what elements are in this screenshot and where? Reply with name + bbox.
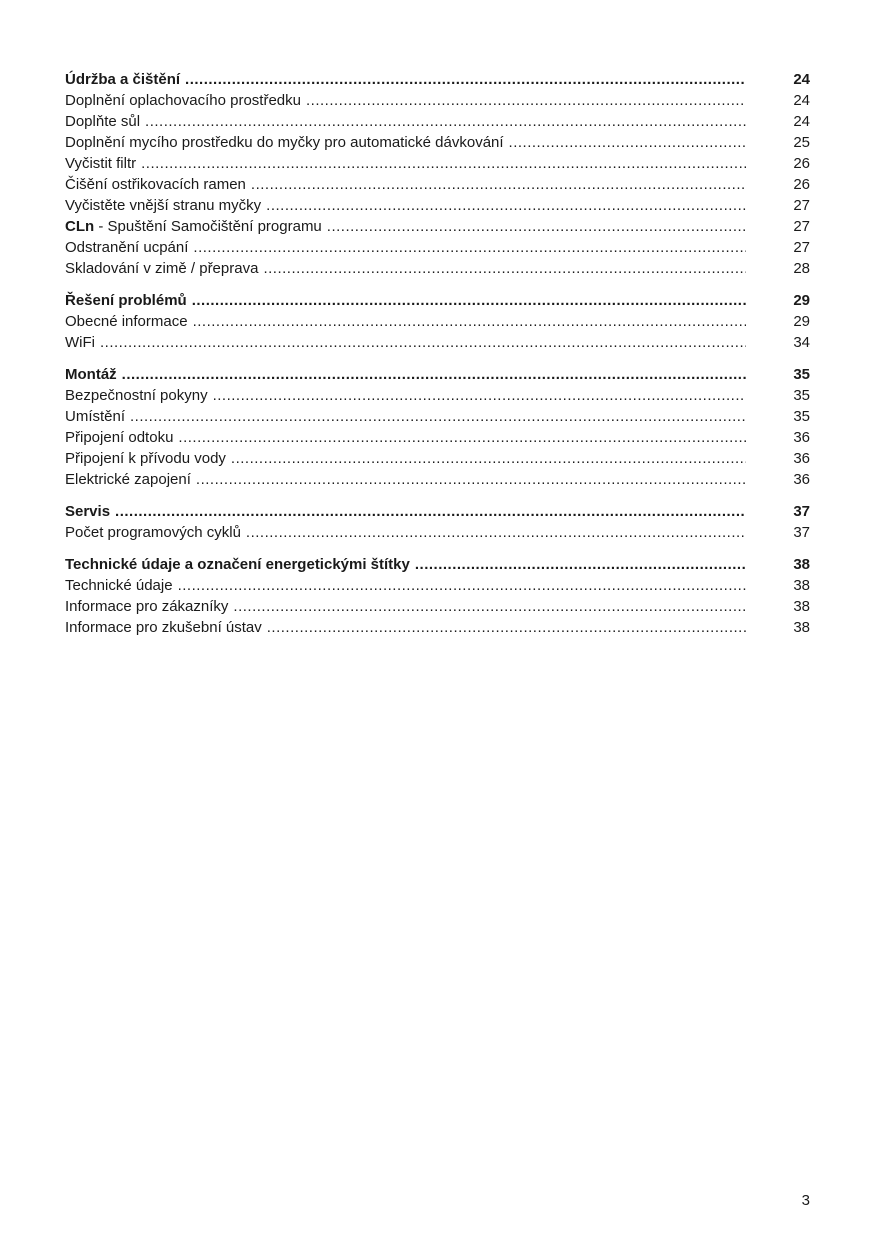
toc-entry[interactable] bbox=[65, 90, 810, 111]
dot-leader bbox=[266, 195, 746, 216]
toc-entry-label: Připojení k přívodu vody bbox=[65, 450, 226, 467]
toc-entry[interactable] bbox=[65, 311, 810, 332]
table-of-contents bbox=[65, 69, 810, 649]
toc-page-number: 29 bbox=[793, 313, 810, 330]
toc-entry[interactable] bbox=[65, 174, 810, 195]
toc-page-number: 37 bbox=[793, 503, 810, 520]
toc-section-heading[interactable] bbox=[65, 290, 810, 311]
toc-page-number: 35 bbox=[793, 366, 810, 383]
toc-entry-label: Doplňte sůl bbox=[65, 113, 141, 130]
toc-section bbox=[65, 290, 810, 353]
dot-leader bbox=[327, 216, 746, 237]
toc-entry-label: Čišění ostřikovacích ramen bbox=[65, 176, 246, 193]
toc-entry-label: Umístění bbox=[65, 408, 126, 425]
dot-leader bbox=[246, 522, 746, 543]
toc-entry[interactable] bbox=[65, 522, 810, 543]
toc-page-number: 29 bbox=[793, 292, 810, 309]
toc-page-number: 27 bbox=[793, 218, 810, 235]
toc-page-number: 26 bbox=[793, 155, 810, 172]
toc-heading-label: Montáž bbox=[65, 366, 117, 383]
toc-entry[interactable] bbox=[65, 153, 810, 174]
toc-entry[interactable] bbox=[65, 237, 810, 258]
toc-page-number: 24 bbox=[793, 71, 810, 88]
toc-entry[interactable] bbox=[65, 195, 810, 216]
toc-entry-label bbox=[65, 216, 322, 237]
toc-section bbox=[65, 501, 810, 543]
toc-page-number: 25 bbox=[793, 134, 810, 151]
dot-leader bbox=[233, 596, 746, 617]
toc-entry[interactable] bbox=[65, 111, 810, 132]
toc-section bbox=[65, 364, 810, 490]
toc-page-number: 36 bbox=[793, 429, 810, 446]
toc-entry-label: Technické údaje bbox=[65, 577, 173, 594]
dot-leader bbox=[193, 311, 746, 332]
toc-section-heading[interactable] bbox=[65, 501, 810, 522]
toc-entry-prefix: CLn bbox=[65, 218, 95, 235]
toc-entry[interactable] bbox=[65, 406, 810, 427]
toc-page-number: 24 bbox=[793, 92, 810, 109]
toc-entry-label: Připojení odtoku bbox=[65, 429, 174, 446]
toc-page-number: 35 bbox=[793, 387, 810, 404]
toc-entry-label: Informace pro zákazníky bbox=[65, 598, 229, 615]
dot-leader bbox=[306, 90, 746, 111]
toc-page-number: 36 bbox=[793, 471, 810, 488]
dot-leader bbox=[213, 385, 746, 406]
toc-page-number: 36 bbox=[793, 450, 810, 467]
toc-heading-label: Technické údaje a označení energetickými štítky bbox=[65, 556, 410, 573]
dot-leader bbox=[509, 132, 746, 153]
toc-entry-label: Skladování v zimě / přeprava bbox=[65, 260, 259, 277]
toc-entry[interactable] bbox=[65, 617, 810, 638]
toc-entry[interactable] bbox=[65, 575, 810, 596]
toc-page-number: 38 bbox=[793, 556, 810, 573]
toc-entry[interactable] bbox=[65, 132, 810, 153]
toc-entry[interactable] bbox=[65, 385, 810, 406]
toc-section-heading[interactable] bbox=[65, 554, 810, 575]
dot-leader bbox=[122, 364, 746, 385]
dot-leader bbox=[196, 469, 746, 490]
dot-leader bbox=[100, 332, 746, 353]
toc-heading-label: Údržba a čištění bbox=[65, 71, 181, 88]
toc-entry-label: Doplnění oplachovacího prostředku bbox=[65, 92, 301, 109]
dot-leader bbox=[192, 290, 746, 311]
dot-leader bbox=[251, 174, 746, 195]
toc-section bbox=[65, 69, 810, 279]
toc-page-number: 24 bbox=[793, 113, 810, 130]
toc-entry-label: Vyčistit filtr bbox=[65, 155, 137, 172]
toc-entry[interactable] bbox=[65, 332, 810, 353]
toc-entry-label: Vyčistěte vnější stranu myčky bbox=[65, 197, 262, 214]
toc-page-number: 26 bbox=[793, 176, 810, 193]
toc-page-number: 38 bbox=[793, 598, 810, 615]
toc-heading-label: Servis bbox=[65, 503, 111, 520]
toc-entry-label: Informace pro zkušební ústav bbox=[65, 619, 262, 636]
toc-entry[interactable] bbox=[65, 448, 810, 469]
toc-entry-label: Doplnění mycího prostředku do myčky pro automatické dávkování bbox=[65, 134, 504, 151]
toc-page-number: 27 bbox=[793, 197, 810, 214]
toc-entry-label: Počet programových cyklů bbox=[65, 524, 241, 541]
dot-leader bbox=[415, 554, 746, 575]
toc-page-number: 28 bbox=[793, 260, 810, 277]
dot-leader bbox=[145, 111, 746, 132]
dot-leader bbox=[231, 448, 746, 469]
toc-entry[interactable] bbox=[65, 469, 810, 490]
toc-page-number: 34 bbox=[793, 334, 810, 351]
dot-leader bbox=[130, 406, 746, 427]
dot-leader bbox=[185, 69, 746, 90]
toc-heading-label: Řešení problémů bbox=[65, 292, 187, 309]
toc-entry-label: Obecné informace bbox=[65, 313, 188, 330]
toc-page-number: 38 bbox=[793, 577, 810, 594]
dot-leader bbox=[193, 237, 746, 258]
toc-entry-label: Elektrické zapojení bbox=[65, 471, 191, 488]
dot-leader bbox=[178, 575, 746, 596]
dot-leader bbox=[141, 153, 746, 174]
toc-page-number: 35 bbox=[793, 408, 810, 425]
toc-entry-text: - Spuštění Samočištění programu bbox=[94, 218, 322, 235]
toc-entry[interactable] bbox=[65, 258, 810, 279]
toc-entry-label: Bezpečnostní pokyny bbox=[65, 387, 208, 404]
toc-page-number: 37 bbox=[793, 524, 810, 541]
toc-page-number: 38 bbox=[793, 619, 810, 636]
toc-entry[interactable] bbox=[65, 216, 810, 237]
toc-section-heading[interactable] bbox=[65, 69, 810, 90]
toc-section bbox=[65, 554, 810, 638]
page-number: 3 bbox=[801, 1192, 810, 1209]
toc-page-number: 27 bbox=[793, 239, 810, 256]
toc-entry-label: WiFi bbox=[65, 334, 95, 351]
dot-leader bbox=[115, 501, 746, 522]
dot-leader bbox=[263, 258, 746, 279]
toc-entry-label: Odstranění ucpání bbox=[65, 239, 189, 256]
toc-entry[interactable] bbox=[65, 596, 810, 617]
dot-leader bbox=[267, 617, 746, 638]
dot-leader bbox=[178, 427, 746, 448]
toc-entry[interactable] bbox=[65, 427, 810, 448]
toc-section-heading[interactable] bbox=[65, 364, 810, 385]
